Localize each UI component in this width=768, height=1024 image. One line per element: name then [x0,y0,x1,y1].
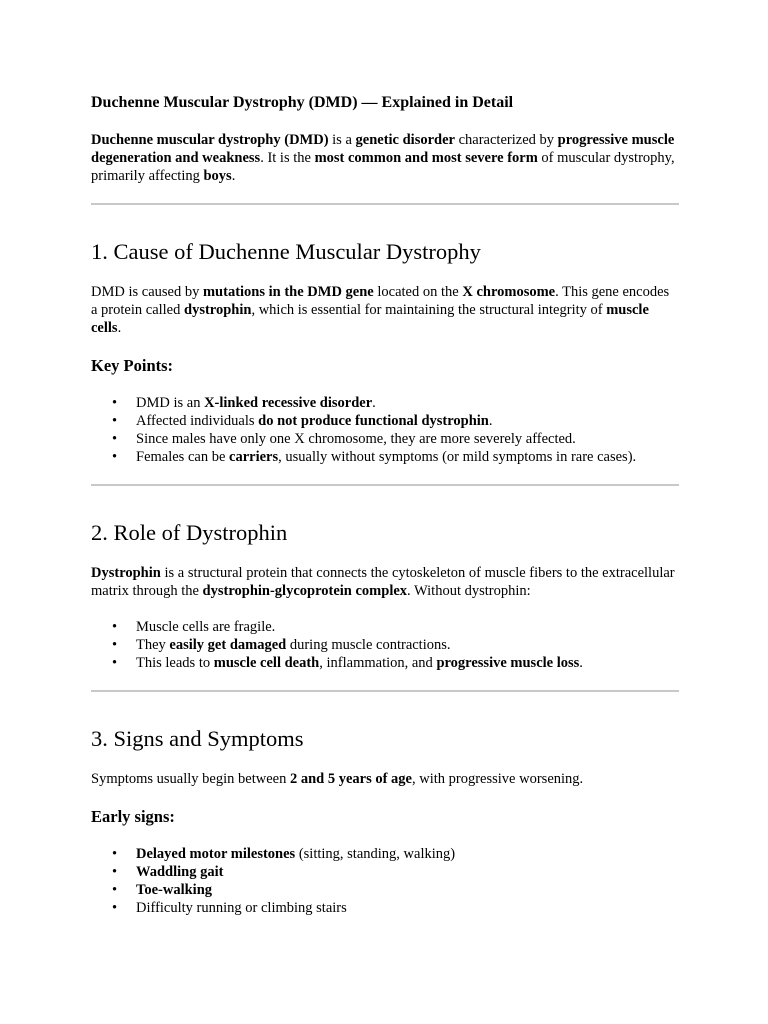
bullet-icon: • [112,413,118,429]
list-item-text: , usually without symptoms (or mild symptoms in rare cases). [278,449,637,465]
cause-text: DMD is caused by [91,284,203,300]
list-item-text: Waddling gait [136,864,224,880]
bullet-icon: • [112,619,118,635]
dystrophin-text: Dystrophin [91,565,161,581]
list-item-text: . [579,655,583,671]
bullet-icon: • [112,882,118,898]
bullet-icon: • [112,637,118,653]
list-item-text: They [136,637,170,653]
cause-text: mutations in the DMD gene [202,284,374,300]
list-item-text: . [488,413,493,429]
section-heading-dystrophin: 2. Role of Dystrophin [91,520,288,545]
cause-text: . [117,320,122,336]
document-title: Duchenne Muscular Dystrophy (DMD) — Explained in Detail [91,94,514,111]
list-item [91,899,679,917]
intro-text: most common and most severe form [314,150,538,166]
early-signs-list [91,845,679,917]
list-item-text: during muscle contractions. [286,637,451,653]
key-points-heading: Key Points: [91,356,174,375]
list-item-text: Toe-walking [136,882,213,898]
list-item [91,881,679,899]
dystrophin-paragraph [91,564,679,600]
list-item [91,448,679,466]
intro-text: . [231,168,236,184]
intro-text: is a [328,132,356,148]
list-item-text: progressive muscle loss [436,655,580,671]
cause-text: X chromosome [462,284,556,300]
symptoms-paragraph [91,770,679,788]
key-points-list [91,394,679,466]
list-item-text: Delayed motor milestones [136,846,296,862]
bullet-icon: • [112,846,118,862]
intro-paragraph [91,131,679,185]
dystrophin-text: . Without dystrophin: [407,583,531,599]
list-item [91,430,679,448]
list-item-text: DMD is an [136,395,205,411]
intro-text: progressive muscle degeneration and weakness [91,132,675,166]
symptoms-text: , with progressive worsening. [412,771,584,787]
list-item [91,863,679,881]
section-heading-cause: 1. Cause of Duchenne Muscular Dystrophy [91,239,481,264]
list-item-text: , inflammation, and [319,655,437,671]
cause-text: muscle cells [91,302,649,336]
intro-text: . It is the [260,150,315,166]
list-item-text: Difficulty running or climbing stairs [136,900,347,916]
list-item [91,394,679,412]
intro-text: Duchenne muscular dystrophy (DMD) [91,132,329,148]
dystrophin-text: is a structural protein that connects the cytoskeleton of muscle fibers to the extracellular matrix through the [91,565,675,599]
cause-text: dystrophin [184,302,252,318]
intro-text: characterized by [454,132,558,148]
bullet-icon: • [112,864,118,880]
list-item [91,845,679,863]
bullet-icon: • [112,395,118,411]
list-item-text: (sitting, standing, walking) [295,846,456,862]
list-item [91,618,679,636]
list-item-text: . [372,395,376,411]
list-item-text: do not produce functional dystrophin [258,413,489,429]
list-item-text: carriers [229,449,279,465]
list-item-text: Muscle cells are fragile. [136,619,276,635]
list-item [91,654,679,672]
document-body [91,93,679,917]
bullet-icon: • [112,900,118,916]
cause-paragraph [91,283,679,337]
section-divider [91,484,679,486]
list-item-text: This leads to [136,655,214,671]
bullet-icon: • [112,655,118,671]
list-item-text: Affected individuals [136,413,259,429]
list-item [91,412,679,430]
list-item [91,636,679,654]
cause-text: located on the [373,284,463,300]
early-signs-heading: Early signs: [91,807,175,826]
list-item-text: X-linked recessive disorder [204,395,373,411]
symptoms-text: 2 and 5 years of age [289,771,412,787]
intro-text: of muscular dystrophy, primarily affecting [91,150,675,184]
list-item-text: Since males have only one X chromosome, they are more severely affected. [136,431,576,447]
section-divider [91,690,679,692]
section-divider [91,203,679,205]
intro-text: boys [203,168,232,184]
dystrophin-effects-list [91,618,679,672]
cause-text: . This gene encodes a protein called [91,284,670,318]
intro-text: genetic disorder [355,132,455,148]
bullet-icon: • [112,431,118,447]
dystrophin-text: dystrophin-glycoprotein complex [202,583,408,599]
list-item-text: easily get damaged [169,637,287,653]
list-item-text: muscle cell death [213,655,320,671]
section-heading-symptoms: 3. Signs and Symptoms [91,726,304,751]
list-item-text: Females can be [136,449,230,465]
cause-text: , which is essential for maintaining the structural integrity of [251,302,607,318]
symptoms-text: Symptoms usually begin between [91,771,290,787]
bullet-icon: • [112,449,118,465]
